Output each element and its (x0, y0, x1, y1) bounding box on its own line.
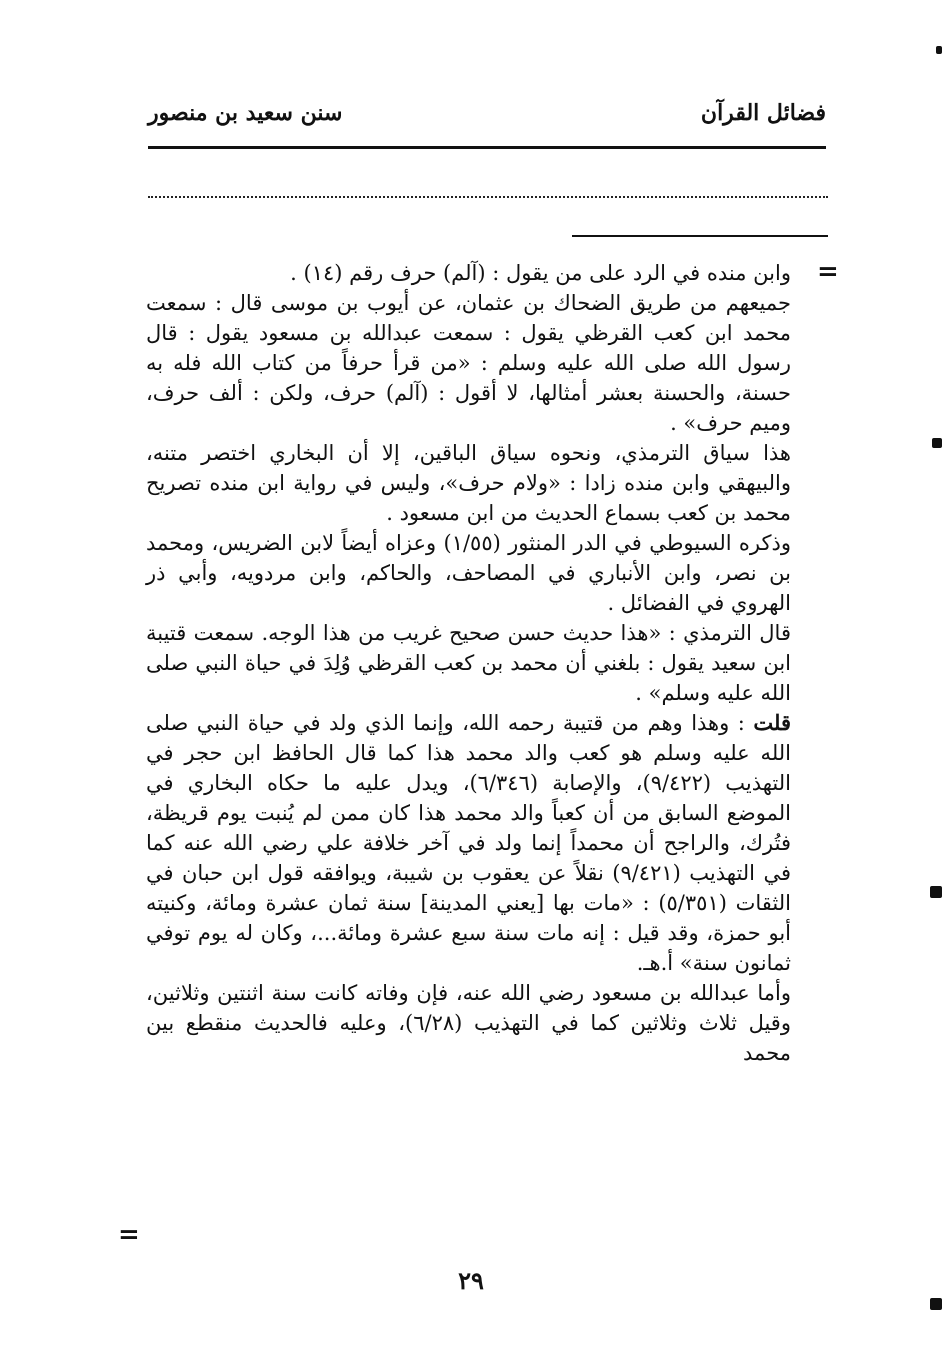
header-book-title: سنن سعيد بن منصور (148, 100, 343, 126)
page-number: ٢٩ (458, 1266, 484, 1295)
continuation-mark-top: = (817, 257, 839, 287)
scan-speck (930, 886, 942, 898)
paragraph-5: قال الترمذي : «هذا حديث حسن صحيح غريب من هذا الوجه. سمعت قتيبة ابن سعيد يقول : بلغني أن محمد بن كعب القرظي وُلِدَ في حياة النبي صلى الله عليه وسلم» . (146, 621, 791, 705)
header-rule (148, 146, 826, 149)
scan-speck (936, 46, 942, 54)
paragraph-7: وأما عبدالله بن مسعود رضي الله عنه، فإن وفاته كانت سنة اثنتين وثلاثين، وقيل ثلاث وثلاثين كما في التهذيب (٦/٢٨)، وعليه فالحديث منقطع بين محمد (146, 981, 791, 1065)
scan-speck (930, 1298, 942, 1310)
paragraph-6-text: : وهذا وهم من قتيبة رحمه الله، وإنما الذي ولد في حياة النبي صلى الله عليه وسلم هو كعب والد محمد هذا كما قال الحافظ ابن حجر في التهذيب (٩/٤٢٢)، والإصابة (٦/٣٤٦)، ويدل عليه ما حكاه البخاري في الموضع السابق من أن كعباً والد محمد هذا كان ممن لم يُنبت يوم قريظة، فتُرك، والراجح أن محمداً إنما ولد في آخر خلافة علي رضي الله عنه كما في التهذيب (٩/٤٢١) نقلاً عن يعقوب بن شيبة، ويوافقه قول ابن حبان في الثقات (٥/٣٥١) : «مات بها [يعني المدينة] سنة ثمان عشرة ومائة، وكنيته أبو حمزة، وقد قيل : إنه مات سنة سبع عشرة ومائة...، وكان له يوم توفي ثمانون سنة» أ.هـ. (146, 711, 792, 975)
footnote-rule (572, 235, 828, 237)
footnote-body (146, 258, 791, 1068)
paragraph-4: وذكره السيوطي في الدر المنثور (١/٥٥) وعزاه أيضاً لابن الضريس، ومحمد بن نصر، وابن الأنباري في المصاحف، والحاكم، وابن مردويه، وأبي ذر الهروي في الفضائل . (146, 531, 791, 615)
paragraph-lead-word: قلت (753, 710, 791, 735)
scan-speck (932, 438, 942, 448)
paragraph-3: هذا سياق الترمذي، ونحوه سياق الباقين، إلا أن البخاري اختصر متنه، والبيهقي وابن منده زادا : «ولام حرف»، وليس في رواية ابن منده تصريح محمد بن كعب بسماع الحديث من ابن مسعود . (146, 441, 791, 525)
running-header (148, 96, 826, 136)
paragraph-2: جميعهم من طريق الضحاك بن عثمان، عن أيوب بن موسى قال : سمعت محمد ابن كعب القرظي يقول : سمعت عبدالله بن مسعود يقول : قال رسول الله صلى الله عليه وسلم : «من قرأ حرفاً من كتاب الله فله به حسنة، والحسنة بعشر أمثالها، لا أقول : (آلم) حرف، ولكن : ألف حرف، وميم حرف» . (146, 291, 791, 435)
paragraph-1: وابن منده في الرد على من يقول : (آلم) حرف رقم (١٤) . (290, 261, 791, 285)
paragraph-6 (146, 708, 791, 978)
header-chapter-title: فضائل القرآن (700, 100, 826, 126)
dotted-separator (148, 196, 828, 198)
continuation-mark-bottom: = (118, 1220, 140, 1250)
